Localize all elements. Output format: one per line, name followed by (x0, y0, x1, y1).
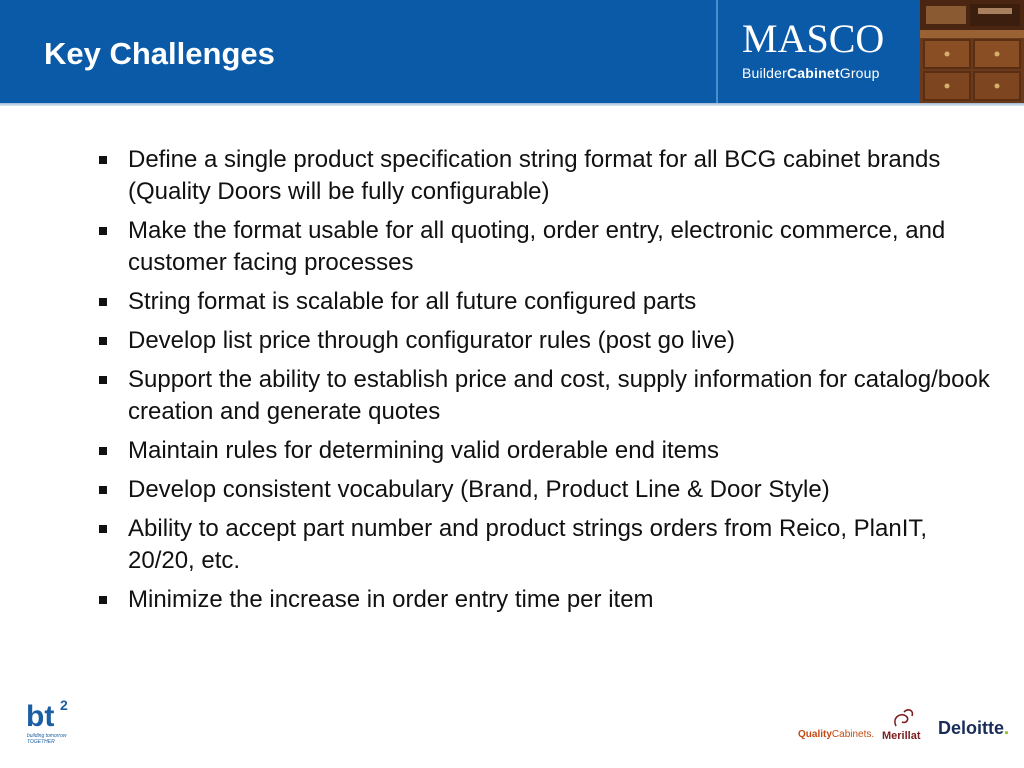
bullet-item (96, 286, 996, 318)
bullet-square-icon (99, 156, 107, 164)
bullet-text: Support the ability to establish price and cost, supply information for catalog/book creation and generate quotes (128, 366, 990, 425)
slide-title: Key Challenges (44, 36, 275, 71)
bullet-square-icon (99, 227, 107, 235)
cabinet-photo (920, 0, 1024, 103)
bullet-square-icon (99, 376, 107, 384)
builder-cabinet-group-text: BuilderCabinetGroup (742, 65, 880, 81)
bullet-text: String format is scalable for all future configured parts (128, 288, 697, 315)
bullet-square-icon (99, 486, 107, 494)
bullet-text: Maintain rules for determining valid orderable end items (128, 437, 719, 464)
bullet-square-icon (99, 525, 107, 533)
merillat-wordmark: Merillat (882, 730, 921, 742)
footer-brand-logos (796, 706, 1016, 746)
bullet-text: Make the format usable for all quoting, order entry, electronic commerce, and customer facing processes (128, 217, 946, 276)
bullet-item (96, 474, 996, 506)
bullet-item (96, 513, 996, 577)
bullet-square-icon (99, 298, 107, 306)
bullet-text: Develop list price through configurator rules (post go live) (128, 327, 735, 354)
bullet-item (96, 435, 996, 467)
bullet-square-icon (99, 596, 107, 604)
bullet-square-icon (99, 337, 107, 345)
masco-logo (742, 18, 902, 82)
title-bar (0, 0, 1024, 103)
bullet-text: Develop consistent vocabulary (Brand, Product Line & Door Style) (128, 476, 830, 503)
bullet-item (96, 144, 996, 208)
bullet-item (96, 215, 996, 279)
quality-cabinets-logo: QualityCabinets. (798, 729, 875, 740)
bullet-text: Ability to accept part number and product strings orders from Reico, PlanIT, 20/20, etc. (128, 515, 928, 574)
merillat-logo (882, 708, 926, 744)
svg-text:2: 2 (60, 697, 68, 713)
bullet-item (96, 325, 996, 357)
bullet-item (96, 364, 996, 428)
bullet-text: Minimize the increase in order entry time per item (128, 586, 654, 613)
masco-wordmark: MASCO (742, 16, 885, 61)
bullet-text: Define a single product specification string format for all BCG cabinet brands (Quality Doors will be fully configurable) (128, 146, 941, 205)
deloitte-logo: Deloitte. (938, 718, 1010, 738)
header-divider (716, 0, 718, 103)
bullet-item (96, 584, 996, 616)
header-rule (0, 103, 1024, 106)
bullet-list (96, 144, 996, 623)
bullet-square-icon (99, 447, 107, 455)
svg-text:bt: bt (26, 700, 55, 732)
bt2-tagline: building tomorrow TOGETHER (27, 733, 67, 745)
merillat-swirl-icon (882, 708, 926, 730)
